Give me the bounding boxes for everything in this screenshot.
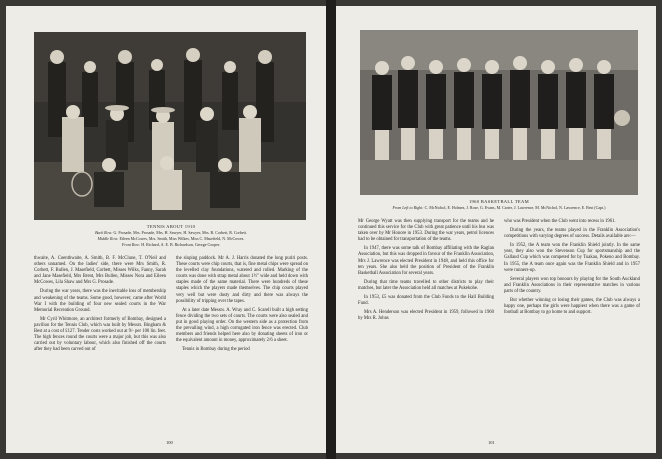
right-column-2	[504, 219, 640, 325]
left-page	[6, 6, 326, 453]
caption-label: Front Row:	[121, 242, 141, 247]
caption-players-row	[358, 205, 640, 210]
paragraph: During that time teams travelled to other districts to play their matches, but later the Association held all matches at Pukekohe.	[358, 279, 494, 291]
paragraph: Mr Cyril Whitmore, an architect formerly of Bombay, designed a pavilion for the Tennis Club, which was built by Messrs. Bingham & Best at a cost of £127. Tender costs worked out at 9/- per 100 lin. feet. The high fences round the courts were a major job, but this was also carried out by voluntary labour, which also finished off the courts after they had been carved out of	[34, 316, 166, 353]
right-column-1	[358, 219, 494, 325]
paragraph: At a later date Messrs. A. Wray and C. Scarell built a high setting fence dividing the two sets of courts. The courts were also sealed and put in good playing order. On the western side as a protection from the prevailing wind, a high corrugated iron fence was erected. Club members and friends helped here also by donating sheets of iron or the equivalent amount in money, approximately 2/6 a sheet.	[176, 307, 308, 344]
paragraph: During the war years, there was the inevitable loss of membership and weakening of the teams. Some good, however, came after World War I with the building of four new sealed courts in the War Memorial Recreation Ground.	[34, 289, 166, 313]
paragraph: Mrs A. Henderson was elected President in 1959, followed in 1960 by Mrs R. Johns	[358, 310, 494, 322]
right-body-columns	[358, 219, 640, 325]
paragraph: In 1953, £5 was donated from the Club Funds to the Hall Building Fund.	[358, 295, 494, 307]
caption-names: Eileen McCowes, Mrs. Smith, Miss Wilkes, Miss C. Masefield, N. McCowes.	[119, 236, 245, 241]
left-column-2	[176, 256, 308, 356]
tennis-photo-image	[34, 32, 306, 220]
paragraph: But whether winning or losing their games, the Club was always a happy one, perhaps the girls were happiest when there was a game of football at Bombay to go home to and support.	[504, 298, 640, 316]
book-gutter	[326, 0, 336, 459]
caption-middle-row	[34, 236, 308, 241]
photo-caption-title: TENNIS ABOUT 1910	[146, 224, 196, 229]
caption-label: Back Row:	[95, 230, 113, 235]
caption-front-row	[34, 242, 308, 247]
basketball-team-photo	[360, 30, 638, 195]
photo-caption-title: 1960 BASKETBALL TEAM	[468, 199, 530, 204]
paragraph: In 1947, there was some talk of Bombay affiliating with the Raglan Association, but this was dropped in favour of the Franklin Association, Mrs J. Lawrence was elected President in 1948, and held this office for ten years. She also held the position of President of the Franklin Basketball Association for several years.	[358, 246, 494, 276]
caption-label: Middle Row:	[97, 236, 119, 241]
page-number: 101	[488, 440, 495, 445]
paragraph: Mr George Wyatt was then supplying transport for the teams and he continued this service for the Club with great patience until his bus was taken over by Mr Honore in 1953. During the war years, petrol licences had to be obtained for transportation of the teams.	[358, 219, 494, 243]
paragraph: Tennis in Bombay during the period	[182, 347, 250, 353]
caption-names: G. Prosade, Mrs. Prosade, Mrs. H. Sawyer, H. Sawyer, Mrs. R. Corbett, R. Corbett.	[113, 230, 247, 235]
paragraph: who was President when the Club went into recess in 1961.	[504, 219, 616, 224]
page-number: 100	[166, 440, 173, 445]
right-page	[336, 6, 656, 453]
paragraph: thwaite, A. Coenthwaite, A. Smith, B. F. McClune, T. O'Neil and others unnamed. On the ladies' side, there were Mrs Smith, R. Corbett, F. Bullen, J. Masefield, Corbett, Misses Wilks, Fanny, Sarah and Jane Masefield, Mrs Brent, Mrs Bullen, Misses Nora and Eileen McCowes, Lila Shaw and Mrs G. Prosade.	[34, 256, 166, 286]
left-column-1	[34, 256, 166, 356]
paragraph: the sloping paddock. Mr A. J. Harris donated the long puriri posts. These courts were chip courts, that is, fine metal chips were spread on the levelled clay foundations, watered and rolled. Marking of the courts was done with strap metal about 1½" wide and held down with staples made of the same material. There were hundreds of these staples which the players made themselves. The chip courts played very well but were dusty and dirty and there was always the possibility of tripping over the tapes.	[176, 256, 308, 304]
paragraph: During the years, the teams played in the Franklin Association's competitions with varying degrees of success. Details available are:—	[504, 228, 640, 240]
tennis-group-photo	[34, 32, 306, 220]
paragraph: Several players won top honours by playing for the South Auckland and Franklin Associations in their representative matches in various parts of the country.	[504, 276, 640, 294]
caption-label: From Left to Right:	[392, 205, 424, 210]
caption-names: C. McNichol, E. Holmes, J. Rose, G. Evans, M. Carter, J. Lawrence, M. McNichol, N. Lawrence, E. Best (Capt.)	[424, 205, 606, 210]
caption-names: H. Richard, A. E. B. Richardson, George Cooper.	[141, 242, 221, 247]
basketball-photo-image	[360, 30, 638, 195]
caption-back-row	[34, 230, 308, 235]
paragraph: In 1952, the A team won the Franklin Shield jointly. In the same year, they also won the Stevenson Cup for sportsmanship and the Gallaud Cup which was competed for by Tuakau, Pokeno and Bombay. In 1955, the A team once again was the Franklin Shield and in 1957 were runners-up.	[504, 243, 640, 273]
left-body-columns	[34, 256, 308, 356]
